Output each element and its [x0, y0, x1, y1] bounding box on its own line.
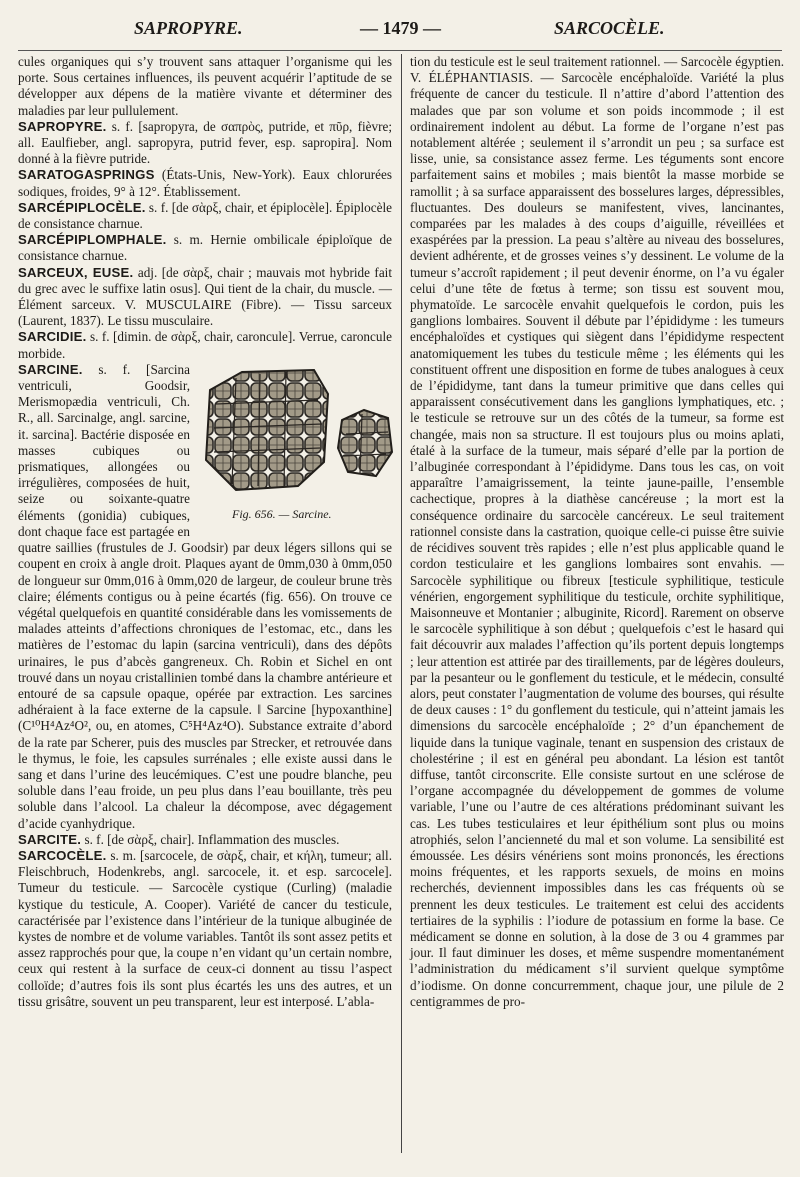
entry-headword: SARCINE.: [18, 361, 83, 377]
entry-sarcepiplomphale: [18, 232, 392, 264]
sarcina-illustration: [196, 364, 396, 504]
entry-headword: SARCOCÈLE.: [18, 847, 107, 863]
entry-sarcite: [18, 832, 392, 848]
entry-sarcepiplocele: [18, 200, 392, 232]
entry-sarceux: [18, 265, 392, 330]
entry-headword: SARATOGASPRINGS: [18, 167, 155, 183]
entry-text: s. m. Hernie ombilicale épiploïque de consistance charnue.: [18, 232, 392, 264]
left-column: [18, 54, 392, 1010]
entry-headword: SARCÉPIPLOCÈLE.: [18, 199, 146, 215]
entry-sarcidie: [18, 329, 392, 361]
figure-caption: Fig. 656. — Sarcine.: [232, 506, 332, 521]
entry-text: s. f. [de σὰρξ, chair, et épiplocèle]. Épiplocèle de consistance charnue.: [18, 199, 392, 232]
entry-headword: SAPROPYRE.: [18, 118, 107, 134]
header-right-title: SARCOCÈLE.: [554, 18, 665, 38]
figure-656: [196, 364, 396, 532]
column-divider: [401, 54, 402, 1153]
entry-headword: SARCEUX, EUSE.: [18, 264, 134, 280]
entry-headword: SARCÉPIPLOMPHALE.: [18, 232, 167, 248]
entry-sarcocele: [18, 848, 392, 1010]
entry-sapropyre: [18, 119, 392, 168]
continuation-paragraph: cules organiques qui s’y trouvent sans attaquer l’organisme qui les porte. Sous certaines influences, ils peuvent acquérir l’aptitude de se développer aux dépens de la matière vivante et déterminer des maladies par leur pullulement.: [18, 54, 392, 118]
header-rule: [18, 50, 782, 51]
entry-text: s. f. [dimin. de σὰρξ, chair, caroncule]. Verrue, caroncule morbide.: [18, 329, 392, 361]
entry-saratogasprings: [18, 167, 392, 199]
header-left-title: SAPROPYRE.: [134, 18, 243, 38]
entry-text: s. m. [sarcocele, de σὰρξ, chair, et κήλη, tumeur; all. Fleischbruch, Hodenkrebs, angl. sarcocele, it. et esp. sarcocele]. Tumeur du testicule. — Sarcocèle cystique (Curling) (maladie kystique du testicule, A. Cooper). Variété de cancer du testicule, caractérisée par l’existence dans l’intérieur de la tunique albuginée de kystes de nombre et de volume variables. Tantôt ils sont assez petits et assez rapprochés pour que, la coupe n’en vidant qu’un certain nombre, ceux qui restent à la surface de ceux-ci donnent au tissu l’aspect colloïde; d’autres fois ils sont plus écartés les uns des autres, et un tissu grisâtre, souvent un peu transparent, leur est interposé. L’abla-: [18, 847, 392, 1009]
entry-text: s. f. [Sarcina ventriculi, Goodsir, Merismopædia ventriculi, Ch. R., all. Sarcinalge, angl. sarcine, it. sarcina]. Bactérie disposée en masses cubiques ou prismatiques, allongées ou irrégulières, composées de huit, seize ou soixante-quatre éléments (gonidia) cubiques, dont chaque face est partagée en quatre saillies (frustules de J. Goodsir) par deux légers sillons qui se coupent en croix à angle droit. Plaques ayant de 0mm,030 à 0mm,050 de longueur sur 0mm,016 à 0mm,020 de largeur, de couleur brune très claire; éléments contigus ou à peine écartés (fig. 656). On trouve ce végétal quelquefois en quantité considérable dans les vomissements de malades atteints d’affections chroniques de l’estomac, etc., dans les matières de l’estomac du lapin (sarcina ventriculi), dans des dépôts urinaires, le pus d’abcès gangreneux. Ch. Robin et Sichel en ont trouvé dans un noyau cristallinien tombé dans la chambre antérieure et entouré de sa capsule opaque, opérée par extraction. Les sarcines adhéraient à la face externe de la capsule. ‖ Sarcine [hypoxanthine] (C¹⁰H⁴Az⁴O², ou, en atomes, C⁵H⁴Az⁴O). Substance extraite d’abord de la rate par Scherer, puis des muscles par Strecker, et retrouvée dans le thymus, le foie, les capsules surrénales ; elle existe aussi dans le sang et dans l’urine des leucémiques. C’est une poudre blanche, peu soluble dans l’eau froide, un peu plus dans l’eau bouillante, très peu soluble dans l’alcool. La chaleur la décompose, avec dégagement d’acide cyanhydrique.: [18, 361, 392, 831]
continuation-paragraph: tion du testicule est le seul traitement rationnel. — Sarcocèle égyptien. V. ÉLÉPHANTIASIS. — Sarcocèle encéphaloïde. Variété la plus fréquente de cancer du testicule. Il n’attire d’abord l’attention des malades que par son volume et son poids incommode ; il est ordinairement indolent au début. La forme de l’organe n’est pas notablement altérée ; seulement il s’arrondit un peu ; sa surface est lisse, unie, sa consistance assez ferme. Les téguments sont encore parfaitement sains et mobiles ; mais bientôt la masse morbide se ramollit ; à sa surface apparaissent des bosselures larges, dépressibles, fluctuantes. Des douleurs se manifestent, vives, lancinantes, comparées par les malades à des coups d’aiguille, réveillées et exaspérées par la pression. La peau s’altère au niveau des bosselures, devient adhérente, et de grosses veines s’y dessinent. Le volume de la tumeur s’accroît rapidement ; il peut devenir énorme, on l’a vu égaler celui d’une tête de fœtus à terme; son tissu est souvent mou, phymatoïde. Le sarcocèle envahit quelquefois le cordon, puis les ganglions lombaires. Souvent il débute par l’épididyme : les tumeurs encéphaloïdes et cystiques qui siègent dans l’épididyme respectent anatomiquement les tubes du testicule même ; les éléments qui les constituent offrent une disposition en forme de tubes analogues à ceux de l’épididyme, tant dans la tumeur primitive que dans celles qui apparaissent consécutivement dans les ganglions lymphatiques, etc. ; le testicule se retrouve sur un des côtés de la tumeur, sa forme est changée, mais non sa structure. Il est toujours plus ou moins aplati, étalé à la surface de la tumeur, mais séparé d’elle par la portion de l’albuginée correspondant à l’épididyme. Dans tous les cas, on voit apparaître l’amaigrissement, la teinte jaune-paille, l’ensemble cachectique, propres à la diathèse cancéreuse ; la mort est la conséquence ordinaire du sarcocèle cancéreux. Le seul traitement rationnel consiste dans la castration, quoique celle-ci puisse être suivie de récidives souvent très rapides ; elle n’est plus applicable quand le cordon testiculaire et les ganglions lombaires sont envahis. — Sarcocèle syphilitique ou fibreux [testicule syphilitique, testicule vénérien, engorgement syphilitique du testicule, orchite syphilitique, Maisonneuve et Montanier ; albuginite, Ricord]. Rarement on observe le sarcocèle syphilitique à son début ; quelquefois c’est le hasard qui fait découvrir aux malades l’affection qu’ils portent depuis longtemps ; leur attention est attirée par des tiraillements, par de légères douleurs, par la pesanteur ou le gonflement du testicule, et le médecin, consulté alors, peut constater l’augmentation de volume des bourses, qui résulte de deux causes : 1° du gonflement du testicule, qui n’atteint jamais les dimensions du sarcocèle encéphaloïde ; 2° d’un épanchement de liquide dans la tunique vaginale, tenant en suspension des cristaux de cholestérine ; il est en général peu abondant. La lésion est tantôt diffuse, tantôt circonscrite. Elle consiste surtout en une sclérose de l’organe accompagnée du développement de gommes de volume variable, l’une ou l’autre de ces altérations prédominant suivant les cas. Les tubes testiculaires et leur épithélium sont plus ou moins atrophiés, selon l’ancienneté du mal et son volume. La sensibilité est émoussée. Les désirs vénériens sont moins prononcés, les érections moins fréquentes, et les rapports sexuels, de moins en moins recherchés, deviennent impossibles dans les cas fréquents où se prennent les deux testicules. Le traitement est celui des accidents tertiaires de la syphilis : l’iodure de potassium en forme la base. Ce médicament se donne en solution, à la dose de 3 ou 4 grammes par jour. Il faut diminuer les doses, et même suspendre momentanément l’administration du médicament s’il survient quelque symptôme d’iodisme. On donne concurremment, chaque jour, une pilule de 2 centigrammes de pro-: [410, 54, 784, 1009]
entry-text: (États-Unis, New-York). Eaux chlorurées sodiques, froides, 9° à 12°. Établissement.: [18, 167, 392, 199]
entry-text: adj. [de σὰρξ, chair ; mauvais mot hybride fait du grec avec le suffixe latin osus]. Qui tient de la chair, du muscle. — Élément sarceux. V. MUSCULAIRE (Fibre). — Tissu sarceux (Laurent, 1837). Le tissu musculaire.: [18, 264, 392, 329]
running-header: [20, 18, 780, 44]
entry-headword: SARCIDIE.: [18, 329, 87, 345]
entry-text: s. f. [sapropyra, de σαπρὸς, putride, et πῦρ, fièvre; all. Eaulfieber, angl. sapropyra, putrid fever, esp. sapropira]. Nom donné à la fièvre putride.: [18, 118, 392, 167]
entry-text: s. f. [de σὰρξ, chair]. Inflammation des muscles.: [81, 831, 340, 847]
right-column: [410, 54, 784, 1010]
entry-headword: SARCITE.: [18, 831, 82, 847]
page-number: — 1479 —: [360, 18, 441, 38]
